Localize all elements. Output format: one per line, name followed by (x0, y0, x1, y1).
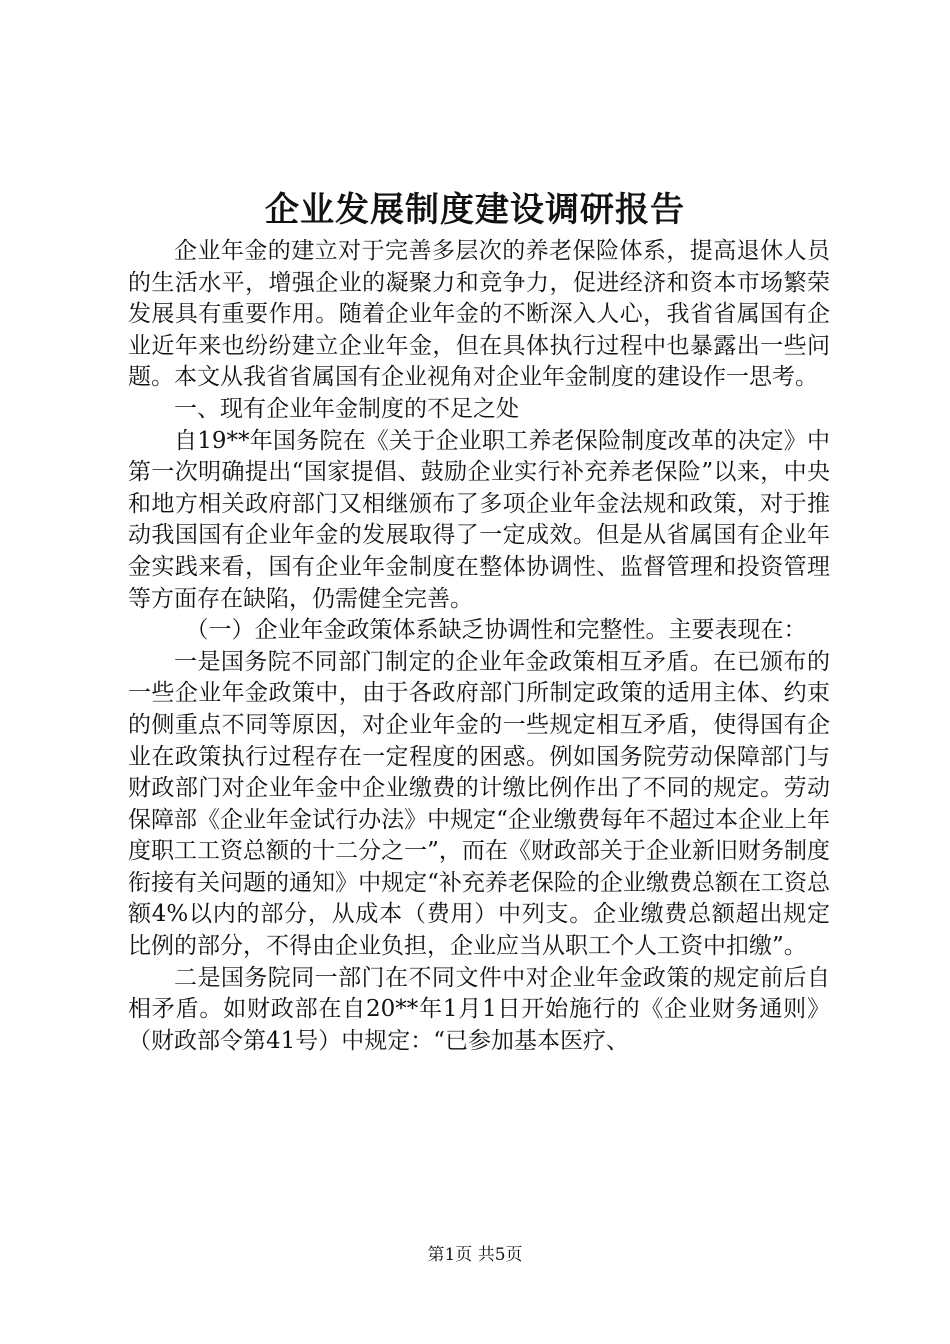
page-footer: 第1页 共5页 (427, 1245, 523, 1265)
document-body (128, 236, 830, 1057)
document-title: 企业发展制度建设调研报告 (265, 190, 685, 230)
subsection-heading-1: （一）企业年金政策体系缺乏协调性和完整性。主要表现在： (185, 617, 807, 644)
paragraph-point-2: 二是国务院同一部门在不同文件中对企业年金政策的规定前后自相矛盾。如财政部在自20**年1月1日开始施行的《企业财务通则》（财政部令第41号）中规定：“已参加基本医疗、 (128, 964, 830, 1054)
section-heading-1: 一、现有企业年金制度的不足之处 (174, 395, 519, 422)
paragraph-intro: 企业年金的建立对于完善多层次的养老保险体系，提高退休人员的生活水平，增强企业的凝聚力和竞争力，促进经济和资本市场繁荣发展具有重要作用。随着企业年金的不断深入人心，我省省属国有企业近年来也纷纷建立企业年金，但在具体执行过程中也暴露出一些问题。本文从我省省属国有企业视角对企业年金制度的建设作一思考。 (128, 238, 830, 391)
paragraph-point-1: 一是国务院不同部门制定的企业年金政策相互矛盾。在已颁布的一些企业年金政策中，由于各政府部门所制定政策的适用主体、约束的侧重点不同等原因，对企业年金的一些规定相互矛盾，使得国有企业在政策执行过程存在一定程度的困惑。例如国务院劳动保障部门与财政部门对企业年金中企业缴费的计缴比例作出了不同的规定。劳动保障部《企业年金试行办法》中规定“企业缴费每年不超过本企业上年度职工工资总额的十二分之一”，而在《财政部关于企业新旧财务制度衔接有关问题的通知》中规定“补充养老保险的企业缴费总额在工资总额4%以内的部分，从成本（费用）中列支。企业缴费总额超出规定比例的部分，不得由企业负担，企业应当从职工个人工资中扣缴”。 (128, 648, 830, 960)
paragraph-background: 自19**年国务院在《关于企业职工养老保险制度改革的决定》中第一次明确提出“国家提倡、鼓励企业实行补充养老保险”以来，中央和地方相关政府部门又相继颁布了多项企业年金法规和政策，对于推动我国国有企业年金的发展取得了一定成效。但是从省属国有企业年金实践来看，国有企业年金制度在整体协调性、监督管理和投资管理等方面存在缺陷，仍需健全完善。 (128, 427, 830, 612)
